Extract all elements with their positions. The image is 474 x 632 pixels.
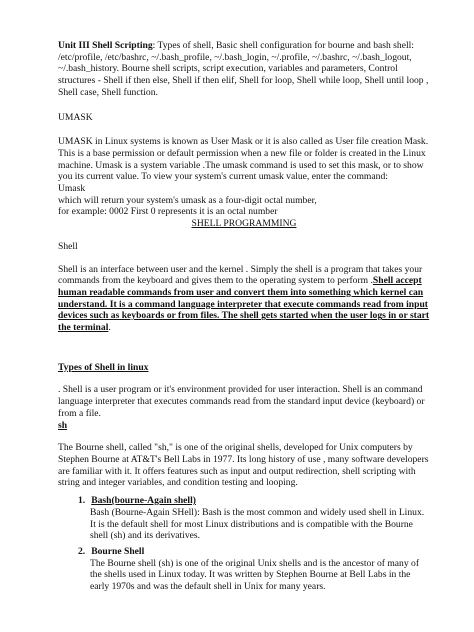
umask-command: Umask [58, 183, 86, 195]
shell-list [58, 495, 430, 593]
list-item-body: The Bourne shell (sh) is one of the original Unix shells and is the ancestor of many of the shells used in Linux today. It was written by Stephen Bourne at Bell Labs in the early 1970s and was the default shell in Unix for many years. [90, 557, 420, 593]
unit-paragraph [58, 40, 430, 99]
shell-para-bold: Shell accept human readable commands from user and convert them into something which kernel can understand. It is a command language interpreter that execute commands read from input devices such as keyboards or from files. The shell gets started when the user logs in or start the terminal [58, 275, 430, 334]
umask-paragraph: UMASK in Linux systems is known as User Mask or it is also called as User file creation Mask. This is a base permission or default permission when a new file or folder is created in the Linux machine. Umask is a system variable .The umask command is used to set this mask, or to show you its current value. To view your system's current umask value, enter the command: [58, 136, 429, 183]
unit-text: : Types of shell, Basic shell configuration for bourne and bash shell: /etc/profile, /etc/bashrc, ~/.bash_profile, ~/.bash_login, ~/.profile, ~/.bashrc, ~/.bash_logout, ~/.bash_history. Bourne shell scripts, script execution, variables and parameters, Control structures - Shell if then else, Shell if then elif, Shell for loop, Shell while loop, Shell until loop , Shell case, Shell function. [58, 40, 429, 98]
types-heading: Types of Shell in linux [58, 361, 149, 373]
umask-line-2: for example: 0002 First 0 represents it is an octal number [58, 206, 278, 218]
types-paragraph: . Shell is a user program or it's environment provided for user interaction. Shell is an command language interpreter that executes commands read from the standard input device (keyboard) or from a file. [58, 384, 425, 419]
unit-title: Unit III Shell Scripting [58, 40, 153, 51]
umask-line-1: which will return your system's umask as a four-digit octal number, [58, 194, 317, 206]
list-item-body: Bash (Bourne-Again SHell): Bash is the most common and widely used shell in Linux. It is the default shell for most Linux distributions and is compatible with the Bourne shell (sh) and its derivatives. [90, 506, 425, 542]
shell-heading: Shell [58, 240, 78, 252]
list-item [58, 546, 430, 593]
shell-para-end: . [108, 322, 111, 334]
shell-paragraph [58, 264, 430, 334]
list-item-title: Bash(bourne-Again shell) [91, 495, 196, 507]
list-item-number: 2. [78, 545, 86, 557]
list-item [58, 495, 430, 542]
list-item-title: Bourne Shell [91, 545, 145, 557]
umask-heading: UMASK [58, 111, 93, 123]
sh-paragraph: The Bourne shell, called "sh," is one of the original shells, developed for Unix computers by Stephen Bourne at AT&T's Bell Labs in 1977. Its long history of use , many software developers are familiar with it. It offers features such as input and output redirection, shell scripting with string and integer variables, and condition testing and looping. [58, 442, 429, 489]
list-item-number: 1. [78, 495, 86, 507]
sh-heading: sh [58, 419, 68, 431]
shell-para-normal: Shell is an interface between user and the kernel . Simply the shell is a program that takes your commands from the keyboard and gives them to the operating system to perform . [58, 263, 423, 287]
shell-programming-heading: SHELL PROGRAMMING [191, 218, 297, 230]
